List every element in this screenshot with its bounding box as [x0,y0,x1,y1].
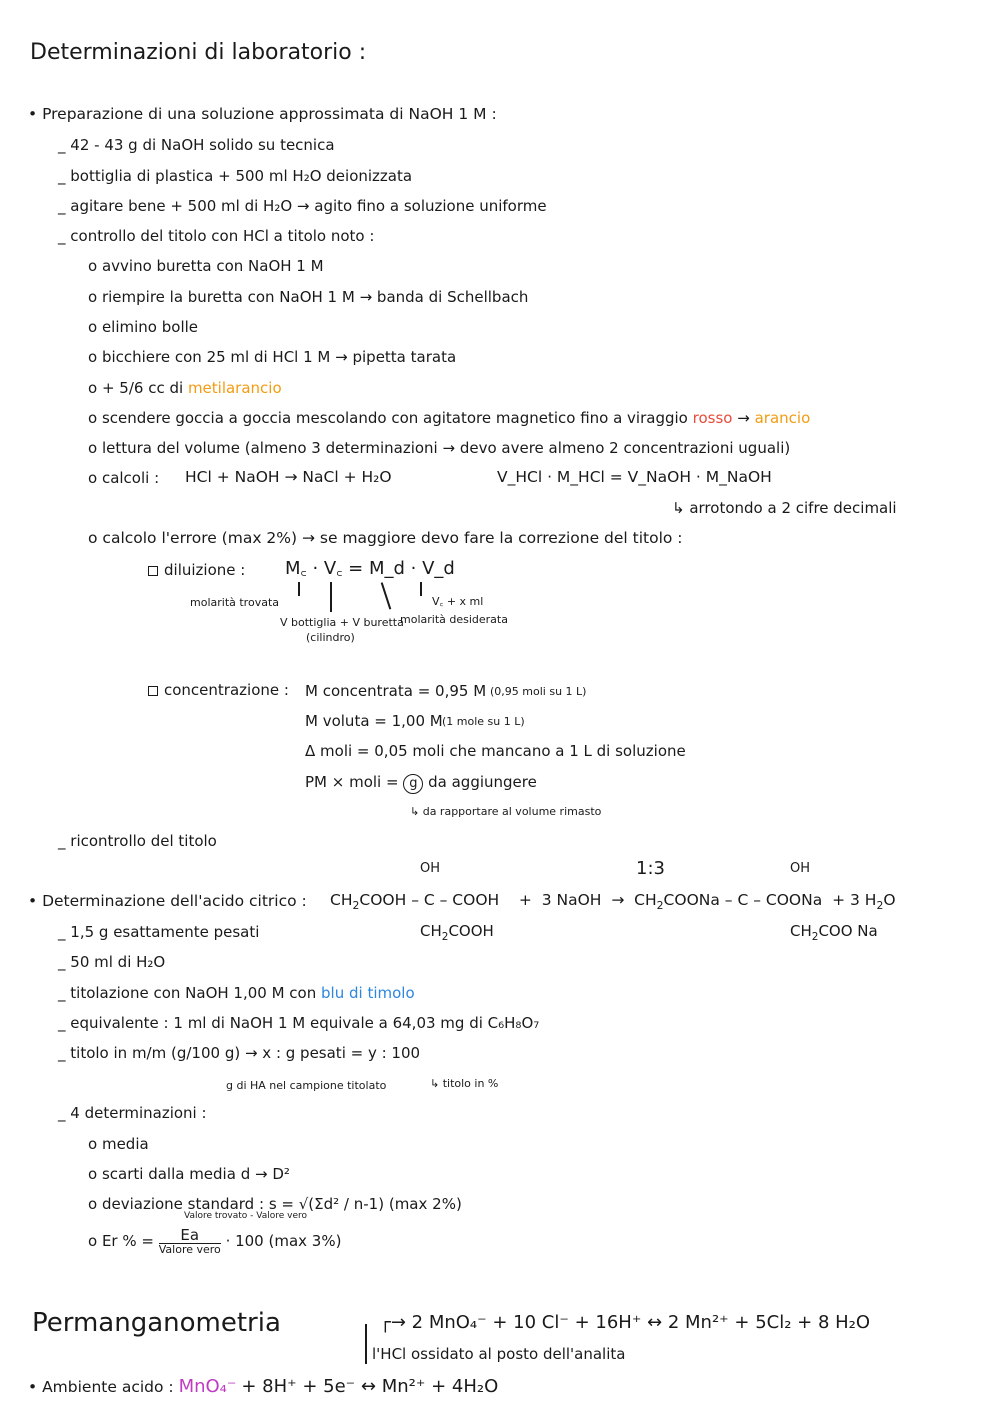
naoh-step-4: _ controllo del titolo con HCl a titolo noto : [58,227,375,245]
naoh-recheck: _ ricontrollo del titolo [58,832,217,850]
citric-sub-3-text: deviazione standard : [101,1195,265,1213]
dilution-label-text: diluizione : [164,561,246,579]
naoh-sub-1: o avvino buretta con NaOH 1 M [88,257,324,275]
naoh-step-4-text: controllo del titolo con HCl a titolo noto : [70,227,375,245]
circled-g: g [403,774,423,794]
er-numerator: Ea [159,1228,221,1244]
acid-half-reaction: + 8H⁺ + 5e⁻ ↔ Mn²⁺ + 4H₂O [241,1376,499,1397]
citric-step-2: _ 50 ml di H₂O [58,953,166,971]
arrow-line [420,582,422,596]
checkbox-icon [148,686,158,696]
citric-step-3: _ titolazione con NaOH 1,00 M con blu di timolo [58,984,415,1002]
citric-step-5-text: titolo in m/m (g/100 g) → x : g pesati = y : 100 [70,1044,421,1062]
conc-line-2: M voluta = 1,00 M [305,712,443,730]
citric-oh-1: OH [420,861,441,876]
naoh-sub-4-text: bicchiere con 25 ml di HCl 1 M → pipetta tarata [101,348,457,366]
permanganate-species: MnO₄⁻ [178,1376,237,1397]
er-denominator: Valore vero [158,1243,221,1256]
citric-reactant: $CH_2COOH$ – C – COOH + 3 NaOH → $CH_2COONa$ – C – COONa + 3 $H_2O$ [330,891,896,913]
naoh-step-1: _ 42 - 43 g di NaOH solido su tecnica [58,136,335,154]
std-formula: s = √(Σd² / n-1) [268,1195,385,1213]
dilution-ann-found: molarità trovata [190,596,279,609]
citric-sub-2: o scarti dalla media d → D² [88,1165,290,1183]
concentration-label [148,683,289,698]
dilution-equation: M꜀ · V꜀ = M_d · V_d [285,558,455,579]
citric-sub-1: o media [88,1135,149,1153]
citric-ch2coona: $CH_2COO$ Na [790,922,878,943]
citric-sub-4-text: Er % = [101,1232,154,1250]
std-max: (max 2%) [388,1195,462,1213]
dilution-ann-cylinder: (cilindro) [306,631,355,644]
citric-oh-2: OH [790,861,811,876]
dilution-ann-desired: molarità desiderata [400,613,508,626]
citric-ann-x: g di HA nel campione titolato [226,1079,387,1092]
citric-step-6: _ 4 determinazioni : [58,1104,207,1122]
drop-text: scendere goccia a goccia mescolando con agitatore magnetico fino a viraggio [101,409,688,427]
indicator-thymol-blue: blu di timolo [321,984,415,1002]
naoh-step-2: _ bottiglia di plastica + 500 ml H₂O deionizzata [58,167,413,185]
color-red-word: rosso [692,409,733,427]
naoh-sub-reading: o lettura del volume (almeno 3 determinazioni → devo avere almeno 2 concentrazioni uguali) [88,439,791,457]
checkbox-icon [148,566,158,576]
naoh-step-2-text: bottiglia di plastica + 500 ml H₂O deionizzata [70,167,413,185]
conc-note-volume: ↳ da rapportare al volume rimasto [410,805,602,818]
calc-rounding-note: ↳ arrotondo a 2 cifre decimali [672,499,897,517]
citric-heading-text: Determinazione dell'acido citrico : [42,892,307,910]
naoh-step-3: _ agitare bene + 500 ml di H₂O → agito fino a soluzione uniforme [58,197,547,215]
recheck-text: ricontrollo del titolo [70,832,217,850]
section-naoh-heading: • Preparazione di una soluzione approssimata di NaOH 1 M : [28,105,497,123]
naoh-sub-2-text: riempire la buretta con NaOH 1 M → banda di Schellbach [101,288,529,306]
concentration-label-text: concentrazione : [164,681,289,699]
conc-line-1: M concentrata = 0,95 M [305,682,487,700]
arrow-line [298,582,300,596]
citric-step-5: _ titolo in m/m (g/100 g) → x : g pesati = y : 100 [58,1044,421,1062]
acid-label: Ambiente acido : [42,1378,174,1396]
conc-line-4-text: PM × moli = [305,773,399,791]
citric-sub-3: o deviazione standard : s = √(Σd² / n-1) (max 2%) [88,1195,462,1213]
naoh-sub-4: o bicchiere con 25 ml di HCl 1 M → pipetta tarata [88,348,457,366]
naoh-heading-text: Preparazione di una soluzione approssimata di NaOH 1 M : [42,105,497,123]
citric-step-1-text: 1,5 g esattamente pesati [70,923,260,941]
indicator-pre-text: + 5/6 cc di [101,379,184,397]
naoh-sub-error: o calcolo l'errore (max 2%) → se maggiore devo fare la correzione del titolo : [88,529,683,547]
acid-environment: • Ambiente acido : MnO₄⁻ + 8H⁺ + 5e⁻ ↔ Mn²⁺ + 4H₂O [28,1376,499,1397]
dilution-label [148,563,245,578]
conc-line-3: Δ moli = 0,05 moli che mancano a 1 L di soluzione [305,742,686,760]
color-orange-word: arancio [754,409,811,427]
arrow-line [381,582,391,609]
citric-ann-y: ↳ titolo in % [430,1077,499,1090]
citric-step-6-text: 4 determinazioni : [70,1104,207,1122]
reading-text: lettura del volume (almeno 3 determinazioni → devo avere almeno 2 concentrazioni uguali) [101,439,791,457]
drop-arrow: → [737,409,750,427]
citric-step-4-text: equivalente : 1 ml di NaOH 1 M equivale a 64,03 mg di C₆H₈O₇ [70,1014,540,1032]
dilution-ann-vc: V꜀ + x ml [432,595,484,608]
indicator-methyl-orange: metilarancio [187,379,282,397]
section-citric-heading: • Determinazione dell'acido citrico : [28,892,307,910]
citric-sub-1-text: media [101,1135,149,1153]
calc-relation: V_HCl · M_HCl = V_NaOH · M_NaOH [497,468,772,486]
naoh-sub-indicator: o + 5/6 cc di metilarancio [88,379,282,397]
permanganometry-heading: Permanganometria [32,1308,281,1338]
dilution-ann-volume: V bottiglia + V buretta [280,616,404,629]
bracket-line [365,1324,367,1364]
permanganometry-side-note: l'HCl ossidato al posto dell'analita [372,1345,626,1363]
citric-ratio: 1:3 [636,858,665,879]
er-tail: · 100 (max 3%) [225,1232,342,1250]
naoh-sub-3-text: elimino bolle [101,318,199,336]
page-title: Determinazioni di laboratorio : [30,40,367,65]
conc-add-text: da aggiungere [428,773,537,791]
er-annotation: Valore trovato - Valore vero [184,1211,308,1221]
naoh-sub-1-text: avvino buretta con NaOH 1 M [101,257,324,275]
naoh-sub-calc: o calcoli : [88,469,160,487]
error-text: calcolo l'errore (max 2%) → se maggiore devo fare la correzione del titolo : [102,529,683,547]
conc-line-4 [305,774,537,794]
naoh-sub-drop: o scendere goccia a goccia mescolando con agitatore magnetico fino a viraggio rosso → arancio [88,409,811,427]
calc-label: calcoli : [101,469,160,487]
citric-sub-4: o Er % = $\frac{Ea}{\text{Valore vero}}$ · 100 (max 3%) [88,1226,342,1256]
side-eq-text: 2 MnO₄⁻ + 10 Cl⁻ + 16H⁺ ↔ 2 Mn²⁺ + 5Cl₂ + 8 H₂O [411,1312,871,1333]
naoh-step-3-text: agitare bene + 500 ml di H₂O → agito fino a soluzione uniforme [70,197,547,215]
citric-step-3-text: titolazione con NaOH 1,00 M con [70,984,317,1002]
citric-ch2cooh: $CH_2COOH$ [420,922,494,943]
citric-step-2-text: 50 ml di H₂O [70,953,166,971]
citric-step-1: _ 1,5 g esattamente pesati [58,923,260,941]
arrow-line [330,582,332,612]
calc-equation: HCl + NaOH → NaCl + H₂O [185,468,392,486]
naoh-step-1-text: 42 - 43 g di NaOH solido su tecnica [70,136,335,154]
permanganometry-side-eq: ┌→ 2 MnO₄⁻ + 10 Cl⁻ + 16H⁺ ↔ 2 Mn²⁺ + 5Cl₂ + 8 H₂O [380,1312,871,1333]
conc-note-1: (0,95 moli su 1 L) [490,685,587,698]
citric-step-4: _ equivalente : 1 ml di NaOH 1 M equivale a 64,03 mg di C₆H₈O₇ [58,1014,540,1032]
er-fraction [159,1228,221,1255]
naoh-sub-3: o elimino bolle [88,318,199,336]
citric-sub-2-text: scarti dalla media d → D² [101,1165,290,1183]
conc-note-2: (1 mole su 1 L) [442,715,525,728]
naoh-sub-2: o riempire la buretta con NaOH 1 M → banda di Schellbach [88,288,529,306]
